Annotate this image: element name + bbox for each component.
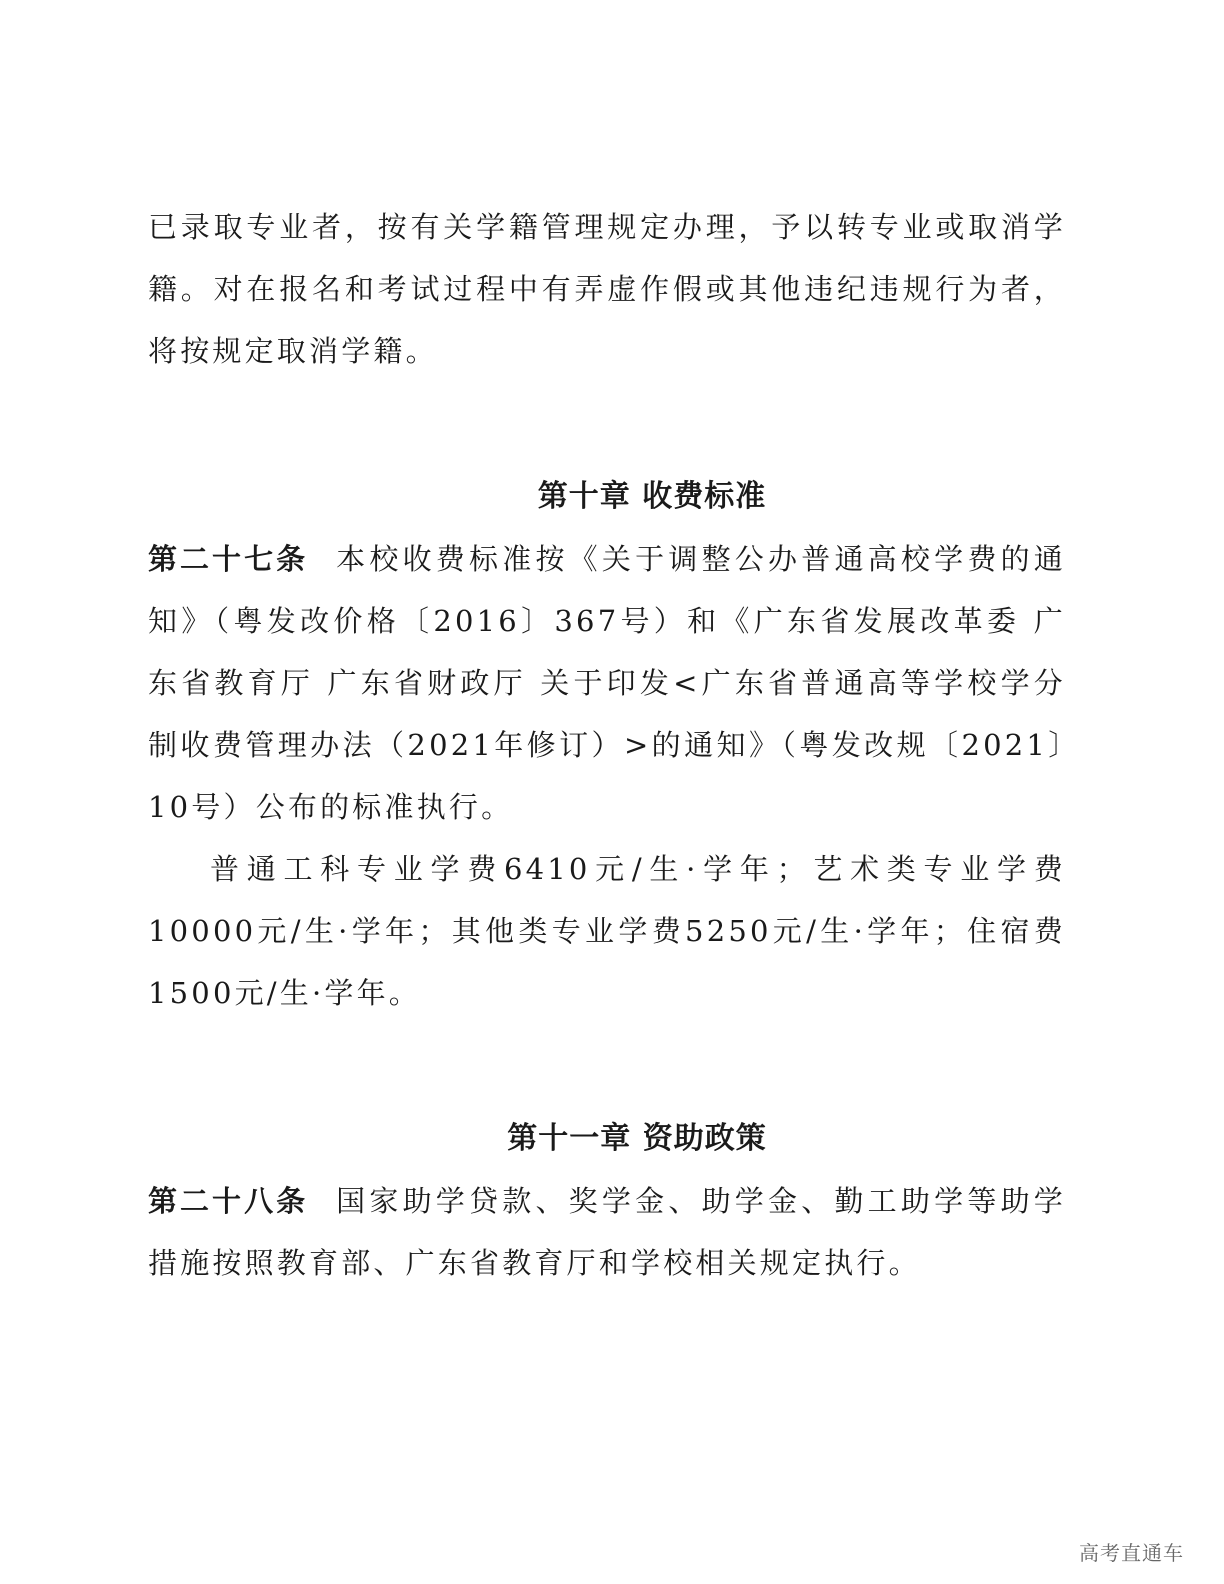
fees-paragraph: 普通工科专业学费6410元/生·学年；艺术类专业学费 10000元/生·学年；其他类专业学费5250元/生·学年；住宿费1500元/生·学年。 (148, 852, 1066, 1010)
article-27-text: 本校收费标准按《关于调整公办普通高校学费的通知》（粤发改价格〔2016〕367号）和《广东省发展改革委 广东省教育厅 广东省财政厅 关于印发<广东省普通高等学校学分制收费管理办法（2021年修订）>的通知》（粤发改规〔2021〕10号）公布的标准执行。 (148, 542, 1066, 824)
intro-paragraph: 已录取专业者，按有关学籍管理规定办理，予以转专业或取消学籍。对在报名和考试过程中有弄虚作假或其他违纪违规行为者，将按规定取消学籍。 (148, 210, 1066, 368)
article-28-number: 第二十八条 (148, 1184, 309, 1218)
article-28 (148, 1170, 1066, 1294)
article-27-number: 第二十七条 (148, 542, 309, 576)
spacer (148, 1024, 1066, 1108)
chapter-10-title: 第十章 收费标准 (537, 479, 767, 514)
chapter-11-title: 第十一章 资助政策 (507, 1121, 767, 1156)
article-27 (148, 528, 1066, 838)
document-page (148, 196, 1066, 1294)
spacer (148, 382, 1066, 466)
article-28-text: 国家助学贷款、奖学金、助学金、勤工助学等助学措施按照教育部、广东省教育厅和学校相关规定执行。 (148, 1184, 1066, 1280)
watermark-text: 高考直通车 (1079, 1541, 1184, 1565)
